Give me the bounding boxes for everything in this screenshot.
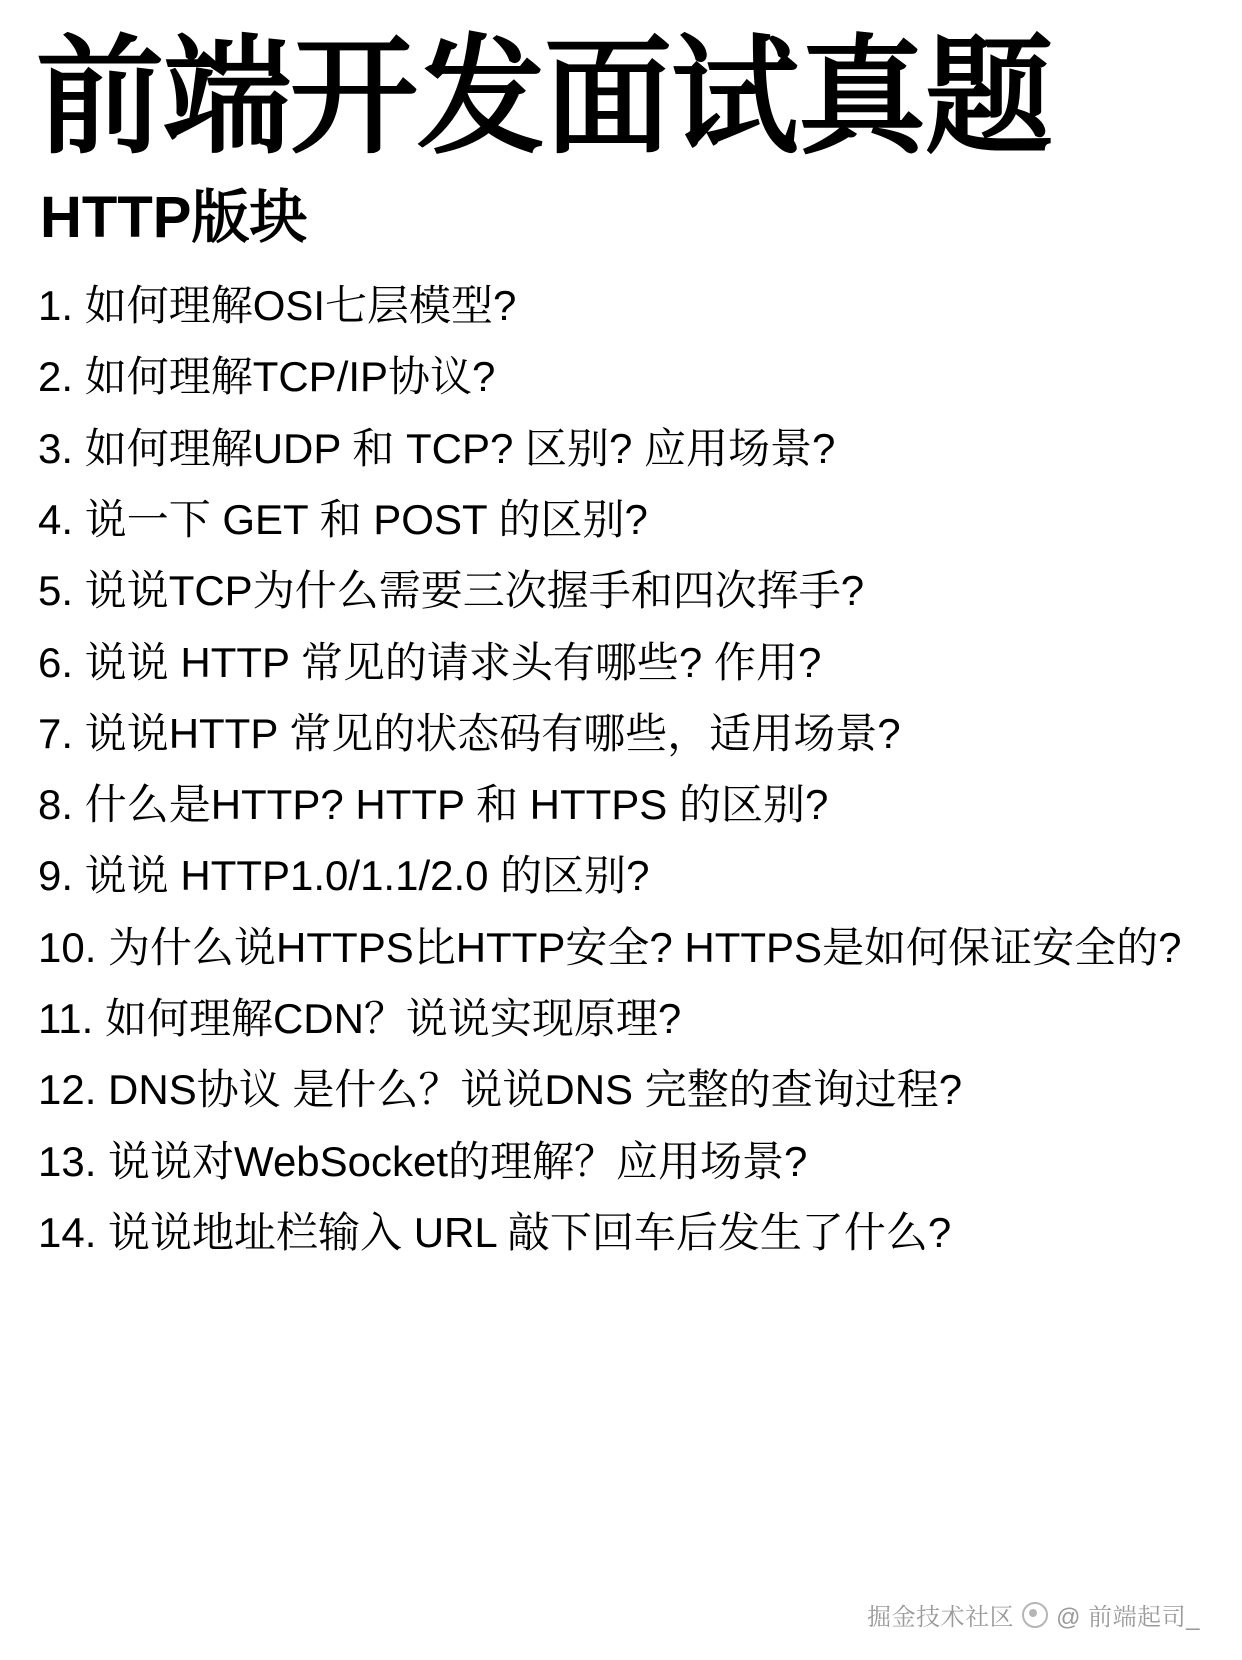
list-item: 14. 说说地址栏输入 URL 敲下回车后发生了什么? — [38, 1209, 952, 1257]
list-item: 1. 如何理解OSI七层模型? — [38, 281, 517, 329]
list-item: 4. 说一下 GET 和 POST 的区别? — [38, 495, 648, 543]
list-item: 8. 什么是HTTP? HTTP 和 HTTPS 的区别? — [38, 781, 829, 829]
list-item: 5. 说说TCP为什么需要三次握手和四次挥手? — [38, 567, 865, 615]
list-item: 3. 如何理解UDP 和 TCP? 区别? 应用场景? — [38, 424, 836, 472]
question-list — [36, 275, 1202, 1263]
watermark-source: 掘金技术社区 — [867, 1604, 1015, 1631]
list-item: 6. 说说 HTTP 常见的请求头有哪些? 作用? — [38, 638, 822, 686]
list-item: 7. 说说HTTP 常见的状态码有哪些，适用场景? — [38, 709, 901, 757]
list-item: 9. 说说 HTTP1.0/1.1/2.0 的区别? — [38, 852, 650, 900]
circle-at-icon — [1022, 1602, 1048, 1628]
list-item: 12. DNS协议 是什么？说说DNS 完整的查询过程? — [38, 1066, 963, 1114]
watermark-author: @ 前端起司_ — [1056, 1604, 1200, 1631]
section-title: HTTP版块 — [40, 185, 308, 251]
watermark — [867, 1597, 1200, 1632]
list-item: 10. 为什么说HTTPS比HTTP安全? HTTPS是如何保证安全的? — [38, 923, 1182, 971]
list-item: 11. 如何理解CDN？说说实现原理? — [38, 995, 682, 1043]
page-title: 前端开发面试真题 — [36, 26, 1053, 169]
list-item: 13. 说说对WebSocket的理解？应用场景? — [38, 1137, 808, 1185]
list-item: 2. 如何理解TCP/IP协议? — [38, 353, 496, 401]
